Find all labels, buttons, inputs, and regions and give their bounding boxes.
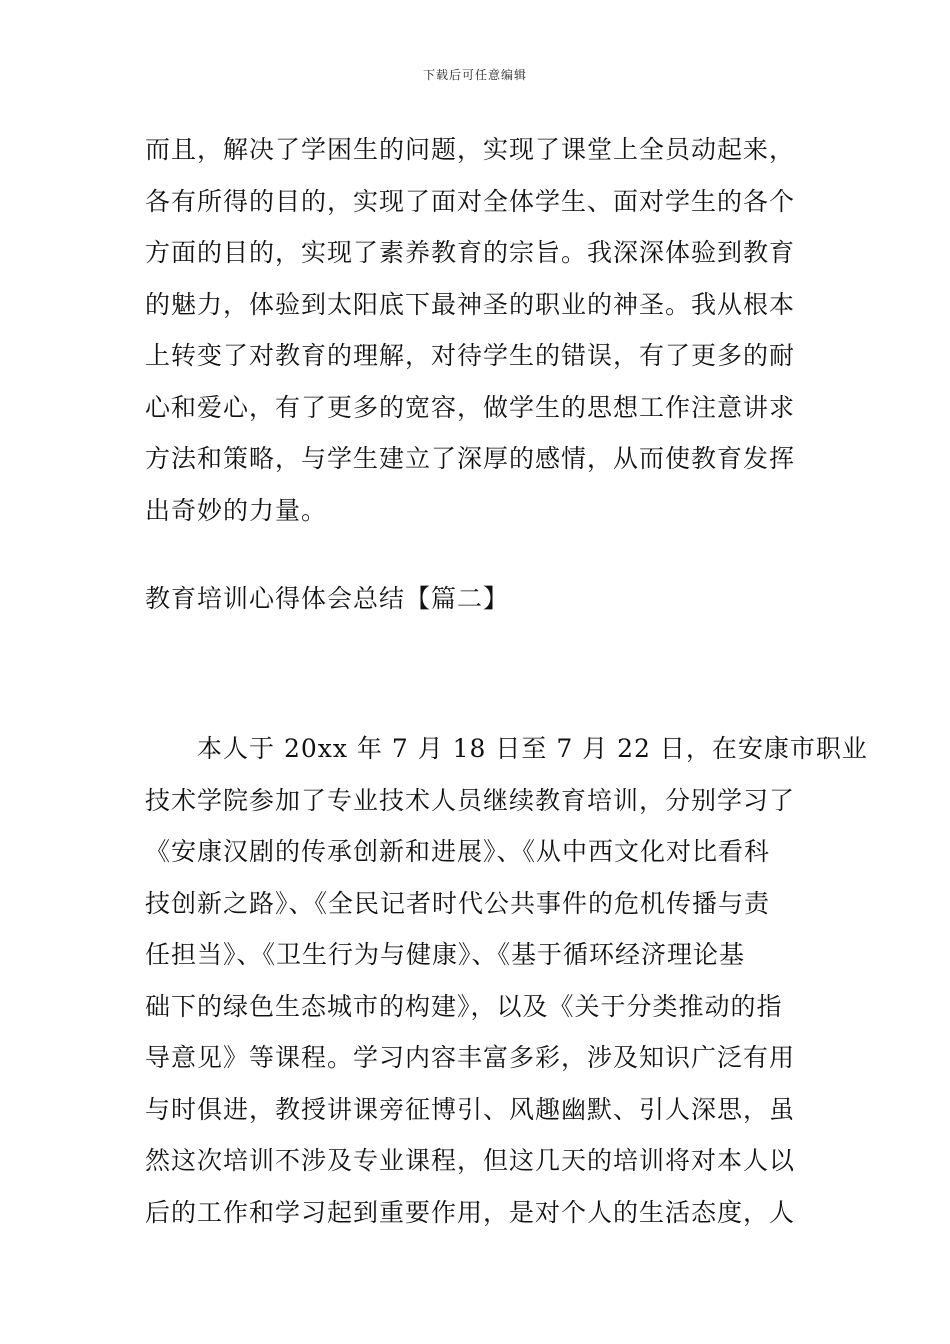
text-line: 本人于 20xx 年 7 月 18 日至 7 月 22 日，在安康市职业 bbox=[145, 734, 868, 763]
text-line: 方面的目的，实现了素养教育的宗旨。我深深体验到教育 bbox=[145, 238, 796, 267]
section-heading: 教育培训心得体会总结【篇二】 bbox=[145, 584, 510, 613]
text-line: 心和爱心，有了更多的宽容，做学生的思想工作注意讲求 bbox=[145, 392, 796, 422]
text-line: 础下的绿色生态城市的构建》，以及《关于分类推动的指 bbox=[145, 991, 783, 1021]
text-line: 方法和策略，与学生建立了深厚的感情，从而使教育发挥 bbox=[145, 444, 796, 473]
paragraph-two bbox=[145, 723, 868, 1238]
text-line: 与时俱进，教授讲课旁征博引、风趣幽默、引人深思，虽 bbox=[145, 1094, 796, 1124]
text-line: 上转变了对教育的理解，对待学生的错误，有了更多的耐 bbox=[145, 341, 796, 370]
text-line: 出奇妙的力量。 bbox=[145, 495, 328, 525]
text-line: 后的工作和学习起到重要作用，是对个人的生活态度，人 bbox=[145, 1197, 796, 1227]
text-line: 而且，解决了学困生的问题，实现了课堂上全员动起来， bbox=[145, 135, 796, 164]
text-line: 技创新之路》、《全民记者时代公共事件的危机传播与责 bbox=[145, 888, 771, 918]
page-header-note: 下载后可任意编辑 bbox=[422, 68, 527, 82]
paragraph-continuation bbox=[145, 124, 815, 536]
text-line: 然这次培训不涉及专业课程，但这几天的培训将对本人以 bbox=[145, 1146, 796, 1175]
text-line: 各有所得的目的，实现了面对全体学生、面对学生的各个 bbox=[145, 186, 796, 216]
text-line: 导意见》等课程。学习内容丰富多彩，涉及知识广泛有用 bbox=[145, 1043, 796, 1072]
text-line: 任担当》、《卫生行为与健康》、《基于循环经济理论基 bbox=[145, 940, 746, 969]
text-line: 的魅力，体验到太阳底下最神圣的职业的神圣。我从根本 bbox=[145, 289, 796, 319]
text-line: 技术学院参加了专业技术人员继续教育培训，分别学习了 bbox=[145, 785, 796, 815]
text-line: 《安康汉剧的传承创新和进展》、《从中西文化对比看科 bbox=[145, 837, 771, 866]
